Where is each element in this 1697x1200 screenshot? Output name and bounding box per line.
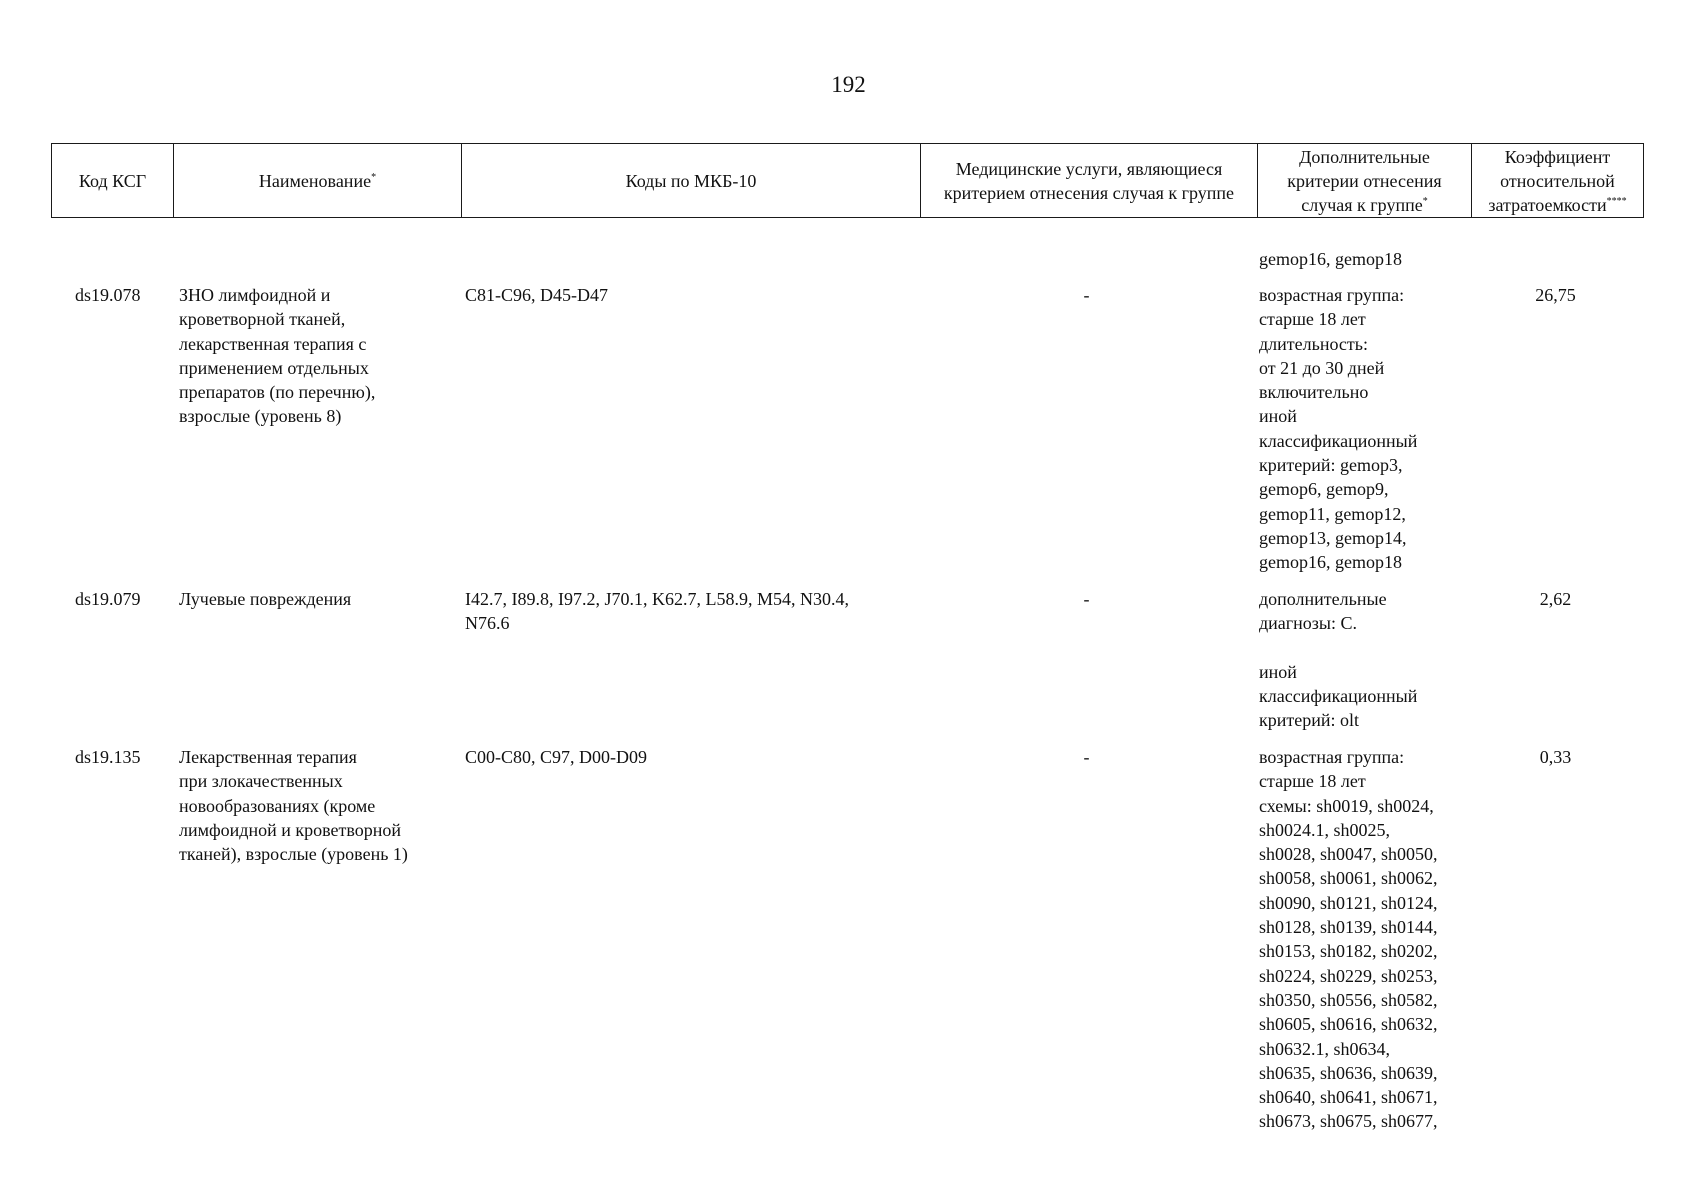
row-1-medical-services: - — [1083, 285, 1090, 305]
header-cell-ksg-code: Код КСГ — [52, 144, 174, 218]
header-cell-additional-criteria: Дополнительные критерии отнесения случая к группе* — [1258, 144, 1472, 218]
row-1-ksg-code: ds19.078 — [75, 285, 141, 305]
row-2-ksg-code: ds19.079 — [75, 589, 141, 609]
row-3-medical-services: - — [1083, 747, 1090, 767]
row-3-ksg-code: ds19.135 — [75, 747, 141, 767]
row-1-icd-codes: C81-C96, D45-D47 — [465, 285, 608, 305]
header-cell-icd-codes: Коды по МКБ-10 — [462, 144, 921, 218]
header-cell-name: Наименование* — [174, 144, 462, 218]
continuation-extra-criteria: gemop16, gemop18 — [1259, 249, 1402, 269]
row-2-additional-criteria: дополнительные диагнозы: C. иной классификационный критерий: olt — [1259, 589, 1418, 731]
row-2-icd-codes: I42.7, I89.8, I97.2, J70.1, K62.7, L58.9, M54, N30.4, N76.6 — [465, 589, 849, 634]
row-2-medical-services: - — [1083, 589, 1090, 609]
row-3-icd-codes: C00-C80, C97, D00-D09 — [465, 747, 648, 767]
table-header — [51, 143, 1644, 218]
row-3-additional-criteria: возрастная группа: старше 18 лет схемы: sh0019, sh0024, sh0024.1, sh0025, sh0028, sh0047, sh0050, sh0058, sh0061, sh0062, sh0090, sh0121, sh0124, sh0128, sh0139, sh0144, sh0153, sh0182, sh0202, sh0224, sh0229, sh0253, sh0350, sh0556, sh0582, sh0605, sh0616, sh0632, sh0632.1, sh0634, sh0635, sh0636, sh0639, sh0640, sh0641, sh0671, sh0673, sh0675, sh0677, — [1259, 747, 1438, 1132]
header-cell-cost-coefficient: Коэффициент относительной затратоемкости**** — [1472, 144, 1644, 218]
header-cell-medical-services: Медицинские услуги, являющиеся критерием отнесения случая к группе — [921, 144, 1258, 218]
row-2-name: Лучевые повреждения — [179, 589, 352, 609]
row-3-cost-coefficient: 0,33 — [1539, 747, 1572, 767]
page-number: 192 — [831, 72, 866, 97]
row-1-additional-criteria: возрастная группа: старше 18 лет длительность: от 21 до 30 дней включительно иной классификационный критерий: gemop3, gemop6, gemop9, gemop11, gemop12, gemop13, gemop14, gemop16, gemop18 — [1259, 285, 1418, 573]
row-1-name: ЗНО лимфоидной и кроветворной тканей, лекарственная терапия с применением отдельных препаратов (по перечню), взрослые (уровень 8) — [179, 285, 376, 427]
row-2-cost-coefficient: 2,62 — [1539, 589, 1572, 609]
row-1-cost-coefficient: 26,75 — [1535, 285, 1576, 305]
row-3-name: Лекарственная терапия при злокачественных новообразованиях (кроме лимфоидной и кроветворной тканей), взрослые (уровень 1) — [179, 747, 408, 865]
